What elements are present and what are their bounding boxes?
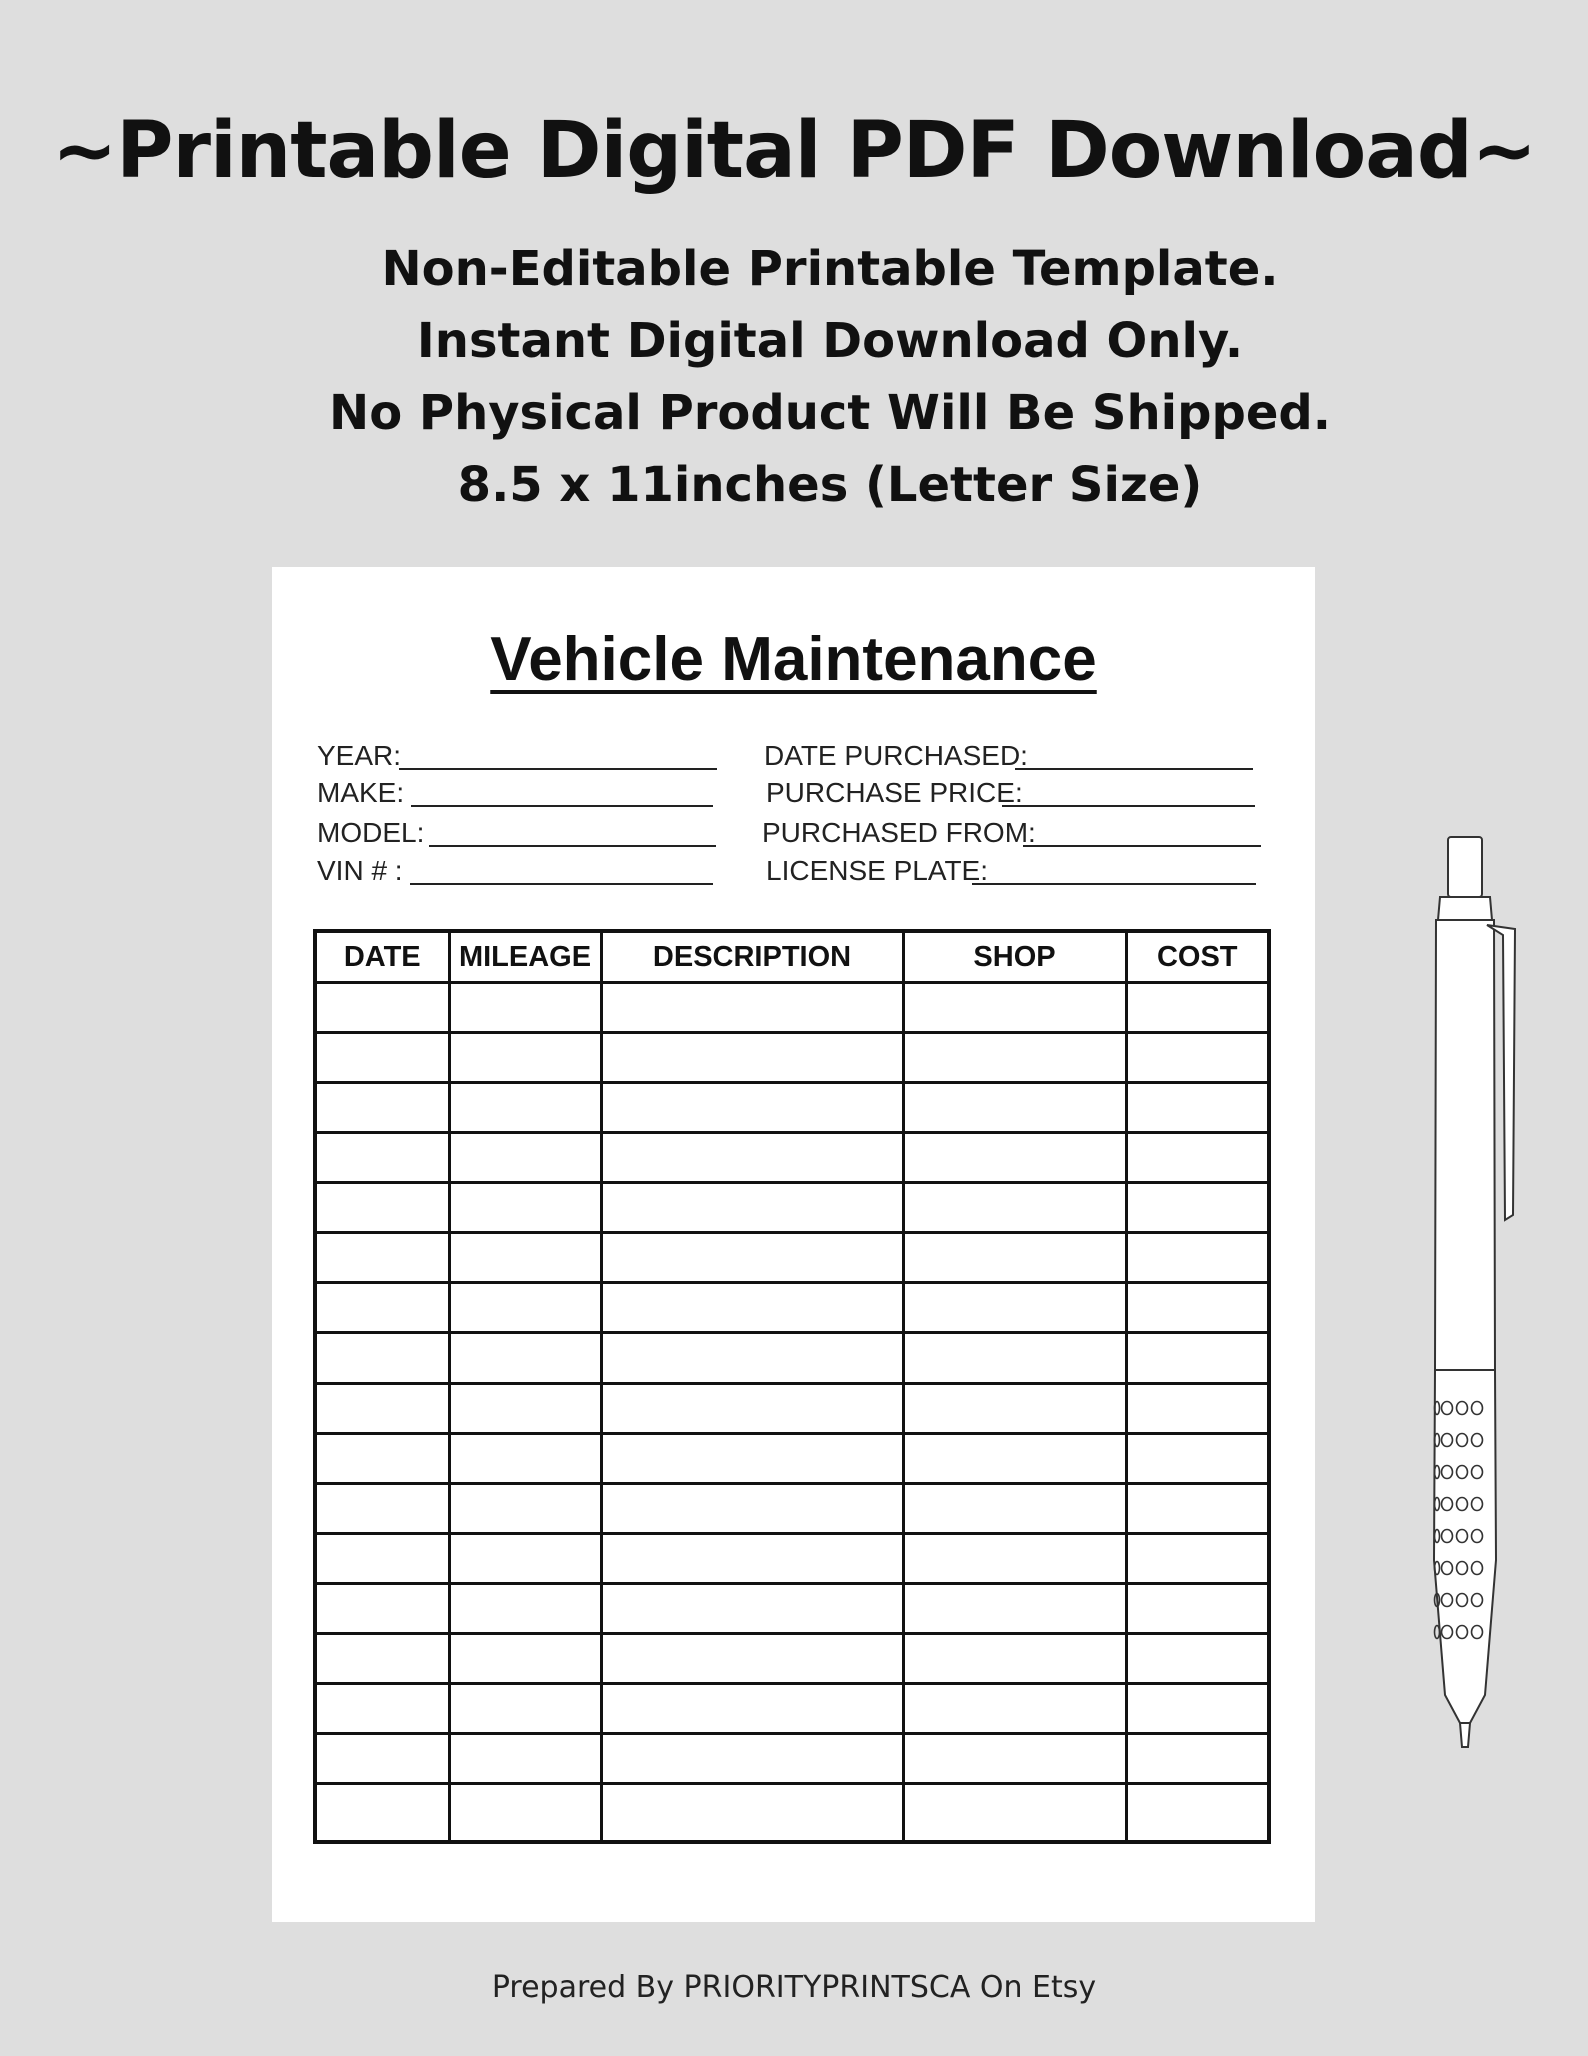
table-cell bbox=[1126, 1033, 1269, 1083]
table-cell bbox=[601, 1633, 903, 1683]
table-cell bbox=[903, 1133, 1126, 1183]
table-row bbox=[315, 1683, 1269, 1733]
table-cell bbox=[315, 1583, 449, 1633]
table-row bbox=[315, 1083, 1269, 1133]
table-cell bbox=[315, 1784, 449, 1843]
table-row bbox=[315, 983, 1269, 1033]
table-cell bbox=[1126, 1733, 1269, 1783]
table-cell bbox=[449, 1683, 601, 1733]
table-cell bbox=[315, 1083, 449, 1133]
field-license-plate-line bbox=[972, 883, 1256, 885]
table-cell bbox=[903, 1683, 1126, 1733]
table-cell bbox=[1126, 1133, 1269, 1183]
table-cell bbox=[903, 983, 1126, 1033]
table-cell bbox=[601, 1533, 903, 1583]
footer-credit: Prepared By PRIORITYPRINTSCA On Etsy bbox=[491, 1970, 1097, 2005]
table-cell bbox=[903, 1383, 1126, 1433]
subtitle-line-1: Non-Editable Printable Template. bbox=[381, 241, 1279, 297]
table-cell bbox=[1126, 1533, 1269, 1583]
table-cell bbox=[315, 983, 449, 1033]
field-vin-label: VIN # : bbox=[317, 855, 403, 886]
table-cell bbox=[315, 1733, 449, 1783]
table-cell bbox=[449, 1133, 601, 1183]
table-cell bbox=[315, 1133, 449, 1183]
table-cell bbox=[601, 1683, 903, 1733]
table-cell bbox=[601, 1733, 903, 1783]
table-cell bbox=[903, 1333, 1126, 1383]
table-cell bbox=[1126, 1683, 1269, 1733]
table-row bbox=[315, 1283, 1269, 1333]
table-cell bbox=[1126, 1483, 1269, 1533]
table-body bbox=[315, 983, 1269, 1843]
table-cell bbox=[449, 1383, 601, 1433]
table-cell bbox=[903, 1183, 1126, 1233]
table-cell bbox=[315, 1233, 449, 1283]
table-row bbox=[315, 1333, 1269, 1383]
table-cell bbox=[601, 1033, 903, 1083]
table-cell bbox=[601, 1183, 903, 1233]
table-cell bbox=[601, 1483, 903, 1533]
table-cell bbox=[1126, 1784, 1269, 1843]
table-row bbox=[315, 1784, 1269, 1843]
table-cell bbox=[449, 1583, 601, 1633]
table-cell bbox=[315, 1533, 449, 1583]
table-cell bbox=[1126, 983, 1269, 1033]
table-cell bbox=[903, 1033, 1126, 1083]
table-cell bbox=[601, 1784, 903, 1843]
table-row bbox=[315, 1033, 1269, 1083]
table-row bbox=[315, 1433, 1269, 1483]
table-cell bbox=[601, 1283, 903, 1333]
table-cell bbox=[601, 1583, 903, 1633]
table-cell bbox=[449, 1733, 601, 1783]
table-cell bbox=[903, 1633, 1126, 1683]
table-cell bbox=[903, 1533, 1126, 1583]
table-cell bbox=[1126, 1633, 1269, 1683]
column-header-date: DATE bbox=[315, 931, 449, 983]
subtitle-line-4: 8.5 x 11inches (Letter Size) bbox=[457, 457, 1203, 513]
field-purchase-price-line bbox=[1002, 805, 1255, 807]
table-cell bbox=[1126, 1183, 1269, 1233]
table-cell bbox=[315, 1183, 449, 1233]
table-cell bbox=[449, 983, 601, 1033]
field-date-purchased-line bbox=[1015, 768, 1253, 770]
table-cell bbox=[601, 1383, 903, 1433]
table-cell bbox=[601, 983, 903, 1033]
table-row bbox=[315, 1733, 1269, 1783]
column-header-mileage: MILEAGE bbox=[449, 931, 601, 983]
field-make-label: MAKE: bbox=[317, 777, 405, 808]
table-cell bbox=[601, 1083, 903, 1133]
table-row bbox=[315, 1183, 1269, 1233]
table-cell bbox=[1126, 1083, 1269, 1133]
table-cell bbox=[315, 1333, 449, 1383]
table-cell bbox=[903, 1733, 1126, 1783]
table-cell bbox=[315, 1633, 449, 1683]
table-cell bbox=[449, 1433, 601, 1483]
table-cell bbox=[315, 1433, 449, 1483]
table-cell bbox=[449, 1333, 601, 1383]
table-cell bbox=[449, 1233, 601, 1283]
table-cell bbox=[903, 1583, 1126, 1633]
column-header-shop: SHOP bbox=[903, 931, 1126, 983]
table-cell bbox=[315, 1683, 449, 1733]
table-cell bbox=[601, 1333, 903, 1383]
table-cell bbox=[449, 1784, 601, 1843]
column-header-description: DESCRIPTION bbox=[601, 931, 903, 983]
field-purchased-from-label: PURCHASED FROM: bbox=[762, 817, 1036, 848]
table-cell bbox=[315, 1283, 449, 1333]
table-row bbox=[315, 1583, 1269, 1633]
field-year-label: YEAR: bbox=[317, 740, 402, 771]
table-cell bbox=[315, 1033, 449, 1083]
field-model-line bbox=[429, 845, 716, 847]
field-date-purchased-label: DATE PURCHASED: bbox=[764, 740, 1028, 771]
table-cell bbox=[315, 1383, 449, 1433]
table-cell bbox=[1126, 1233, 1269, 1283]
table-cell bbox=[601, 1433, 903, 1483]
table-cell bbox=[903, 1784, 1126, 1843]
pen-icon bbox=[1425, 835, 1545, 1815]
field-purchased-from-line bbox=[1023, 845, 1261, 847]
table-cell bbox=[1126, 1433, 1269, 1483]
table-cell bbox=[601, 1133, 903, 1183]
field-year-line bbox=[399, 768, 717, 770]
table-row bbox=[315, 1383, 1269, 1433]
table-cell bbox=[449, 1483, 601, 1533]
maintenance-log-table bbox=[313, 929, 1271, 1844]
table-cell bbox=[449, 1633, 601, 1683]
headline: ~Printable Digital PDF Download~ bbox=[51, 106, 1537, 196]
table-cell bbox=[1126, 1283, 1269, 1333]
subtitle-line-2: Instant Digital Download Only. bbox=[416, 313, 1244, 369]
table-row bbox=[315, 1533, 1269, 1583]
field-vin-line bbox=[410, 883, 713, 885]
table-cell bbox=[449, 1533, 601, 1583]
table-cell bbox=[903, 1283, 1126, 1333]
table-row bbox=[315, 1233, 1269, 1283]
field-license-plate-label: LICENSE PLATE: bbox=[766, 855, 989, 886]
table-cell bbox=[903, 1083, 1126, 1133]
table-cell bbox=[1126, 1583, 1269, 1633]
subtitle-line-3: No Physical Product Will Be Shipped. bbox=[329, 385, 1331, 441]
table-cell bbox=[1126, 1383, 1269, 1433]
table-cell bbox=[449, 1183, 601, 1233]
table-cell bbox=[903, 1233, 1126, 1283]
field-model-label: MODEL: bbox=[317, 817, 425, 848]
table-cell bbox=[449, 1033, 601, 1083]
table-cell bbox=[903, 1483, 1126, 1533]
printable-sheet bbox=[272, 567, 1315, 1922]
field-make-line bbox=[411, 805, 713, 807]
table-cell bbox=[1126, 1333, 1269, 1383]
table-cell bbox=[449, 1083, 601, 1133]
table-cell bbox=[449, 1283, 601, 1333]
sheet-title: Vehicle Maintenance bbox=[490, 625, 1097, 694]
table-cell bbox=[601, 1233, 903, 1283]
table-row bbox=[315, 1483, 1269, 1533]
column-header-cost: COST bbox=[1126, 931, 1269, 983]
table-row bbox=[315, 1633, 1269, 1683]
table-cell bbox=[903, 1433, 1126, 1483]
table-cell bbox=[315, 1483, 449, 1533]
field-purchase-price-label: PURCHASE PRICE: bbox=[766, 777, 1023, 808]
table-row bbox=[315, 1133, 1269, 1183]
table-header-row bbox=[315, 931, 1269, 983]
